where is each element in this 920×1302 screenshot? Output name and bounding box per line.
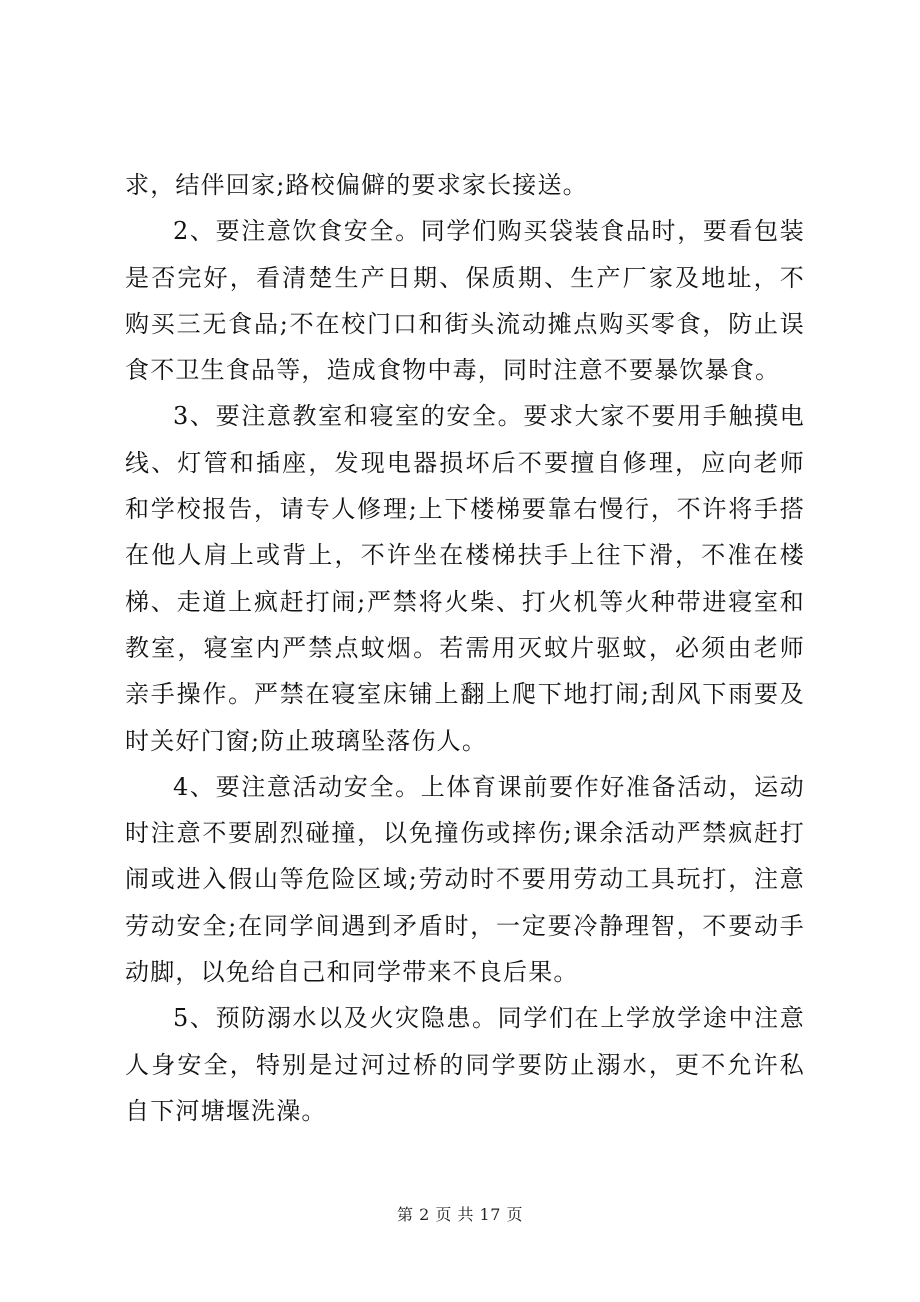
paragraph-continuation: 求，结伴回家;路校偏僻的要求家长接送。 [125, 171, 588, 199]
paragraph-food-safety: 2、要注意饮食安全。同学们购买袋装食品时，要看包装是否完好，看清楚生产日期、保质期、生产厂家及地址，不购买三无食品;不在校门口和街头流动摊点购买零食，防止误食不卫生食品等，造成食物中毒，同时注意不要暴饮暴食。 [125, 217, 805, 385]
page-number-footer: 第 2 页 共 17 页 [397, 1205, 523, 1224]
paragraph-drowning-fire-prevention: 5、预防溺水以及火灾隐患。同学们在上学放学途中注意人身安全，特别是过河过桥的同学要防止溺水，更不允许私自下河塘堰洗澡。 [125, 1004, 805, 1125]
paragraph-activity-safety: 4、要注意活动安全。上体育课前要作好准备活动，运动时注意不要剧烈碰撞，以免撞伤或摔伤;课余活动严禁疯赶打闹或进入假山等危险区域;劳动时不要用劳动工具玩打，注意劳动安全;在同学间遇到矛盾时，一定要冷静理智，不要动手动脚，以免给自己和同学带来不良后果。 [125, 772, 805, 987]
document-body [125, 162, 805, 1134]
paragraph-classroom-dorm-safety: 3、要注意教室和寝室的安全。要求大家不要用手触摸电线、灯管和插座，发现电器损坏后不要擅自修理，应向老师和学校报告，请专人修理;上下楼梯要靠右慢行，不许将手搭在他人肩上或背上，不许坐在楼梯扶手上往下滑，不准在楼梯、走道上疯赶打闹;严禁将火柴、打火机等火种带进寝室和教室，寝室内严禁点蚊烟。若需用灭蚊片驱蚊，必须由老师亲手操作。严禁在寝室床铺上翻上爬下地打闹;刮风下雨要及时关好门窗;防止玻璃坠落伤人。 [125, 402, 805, 755]
